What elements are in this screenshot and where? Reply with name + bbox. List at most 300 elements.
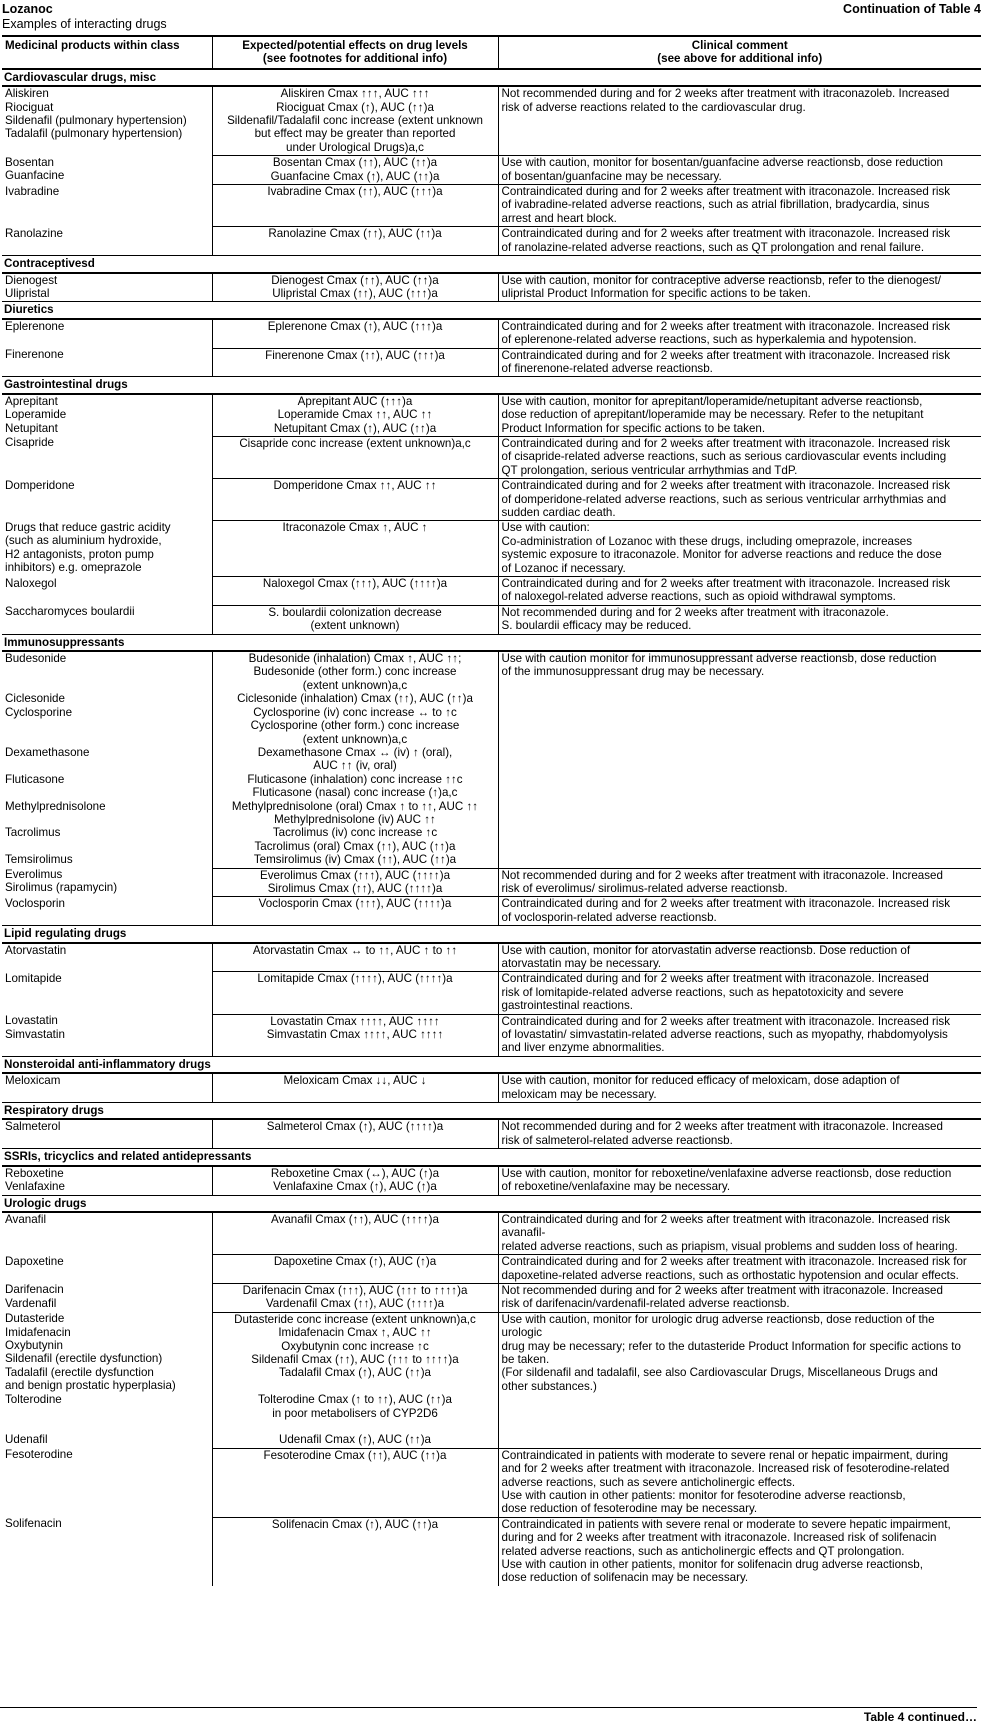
drug-name: (such as aluminium hydroxide, <box>5 534 162 548</box>
table-row <box>2 185 981 227</box>
drug-name: Solifenacin <box>5 1517 62 1531</box>
drug-name: Udenafil <box>5 1432 48 1446</box>
comment-text: (For sildenafil and tadalafil, see also Cardiovascular Drugs, Miscellaneous Drugs and <box>501 1366 938 1380</box>
comment-text: of cisapride-related adverse reactions, such as serious cardiovascular events including <box>501 450 947 464</box>
drug-cell <box>2 577 212 606</box>
drug-cell <box>2 605 212 634</box>
effect-cell <box>212 185 498 227</box>
drug-name: Avanafil <box>5 1212 47 1226</box>
table-continuation-label: Continuation of Table 4 <box>843 2 981 16</box>
effect-cell <box>212 972 498 1014</box>
section-header-row <box>2 69 981 86</box>
section-title: Cardiovascular drugs, misc <box>2 69 981 86</box>
comment-text: adverse reactions, such as severe anticholinergic effects. <box>501 1475 796 1489</box>
effect-cell <box>212 319 498 348</box>
effect-text: Darifenacin Cmax (↑↑↑), AUC (↑↑↑ to ↑↑↑↑)a <box>242 1283 468 1297</box>
section-header-row <box>2 926 981 943</box>
comment-text: of bosentan/guanfacine may be necessary. <box>501 169 722 183</box>
drug-name: Temsirolimus <box>5 853 73 867</box>
drug-name <box>5 759 209 772</box>
effect-text: Tolterodine Cmax (↑ to ↑↑), AUC (↑↑)a <box>258 1393 452 1407</box>
section-header-row <box>2 377 981 394</box>
table-row <box>2 1014 981 1056</box>
comment-text: QT prolongation, serious ventricular arrhythmias and TdP. <box>501 463 798 477</box>
effect-text: Avanafil Cmax (↑↑), AUC (↑↑↑↑)a <box>271 1212 439 1226</box>
effect-text: Fluticasone (nasal) conc increase (↑)a,c <box>252 786 458 800</box>
effect-cell <box>212 156 498 185</box>
comment-text: Use with caution in other patients: monitor for fesoterodine adverse reactionsb, <box>501 1489 906 1503</box>
effect-text: Budesonide (inhalation) Cmax ↑, AUC ↑↑; <box>248 652 462 666</box>
drug-name <box>5 719 209 732</box>
comment-cell <box>498 436 981 478</box>
drug-name: Cyclosporine <box>5 705 73 719</box>
drug-name: Lomitapide <box>5 971 62 985</box>
comment-text: Contraindicated during and for 2 weeks after treatment with itraconazole. Increased risk <box>501 227 951 241</box>
comment-text: related adverse reactions, such as anticholinergic effects and QT prolongation. <box>501 1544 905 1558</box>
drug-cell <box>2 1312 212 1448</box>
comment-text: Use with caution, monitor for reboxetine/venlafaxine adverse reactionsb, dose reduction <box>501 1166 952 1180</box>
table-row <box>2 1166 981 1195</box>
drug-name: Simvastatin <box>5 1027 65 1041</box>
drug-cell <box>2 1448 212 1517</box>
effect-text: Budesonide (other form.) conc increase <box>253 665 457 679</box>
effect-text: Ranolazine Cmax (↑↑), AUC (↑↑)a <box>268 227 442 241</box>
comment-cell <box>498 319 981 348</box>
effect-cell <box>212 348 498 377</box>
effect-text: Reboxetine Cmax (↔), AUC (↑)a <box>270 1166 440 1180</box>
effect-text: Cyclosporine (other form.) conc increase <box>250 719 460 733</box>
comment-text: and for 2 weeks after treatment with itraconazole. Increased risk of fesoterodine-related <box>501 1462 950 1476</box>
comment-text: dose reduction of aprepitant/loperamide may be necessary. Refer to the netupitant <box>501 408 924 422</box>
table-row <box>2 1283 981 1312</box>
drug-name: Venlafaxine <box>5 1180 65 1194</box>
comment-text: drug may be necessary; refer to the dutasteride Product Information for specific actions to <box>501 1339 961 1353</box>
table-row <box>2 319 981 348</box>
page-header <box>2 2 981 17</box>
comment-text: of reboxetine/venlafaxine may be necessary. <box>501 1180 731 1194</box>
drug-name: H2 antagonists, proton pump <box>5 547 154 561</box>
effect-text: Imidafenacin Cmax ↑, AUC ↑↑ <box>278 1326 432 1340</box>
drug-name: Domperidone <box>5 478 75 492</box>
drug-name: Methylprednisolone <box>5 799 106 813</box>
comment-cell <box>498 1312 981 1448</box>
effect-cell <box>212 1014 498 1056</box>
comment-cell <box>498 273 981 302</box>
comment-cell <box>498 86 981 156</box>
comment-cell <box>498 348 981 377</box>
effect-text: Sildenafil Cmax (↑↑), AUC (↑↑↑ to ↑↑↑↑)a <box>251 1352 459 1366</box>
effect-cell <box>212 521 498 577</box>
comment-cell <box>498 943 981 972</box>
table-row <box>2 1312 981 1448</box>
comment-text: Contraindicated during and for 2 weeks after treatment with itraconazole. Increased <box>501 972 929 986</box>
section-header-row <box>2 302 981 319</box>
comment-cell <box>498 605 981 634</box>
drug-name: Voclosporin <box>5 896 65 910</box>
effect-cell <box>212 436 498 478</box>
drug-name: Aprepitant <box>5 394 58 408</box>
comment-text: of Lozanoc if necessary. <box>501 561 626 575</box>
comment-text: Contraindicated during and for 2 weeks after treatment with itraconazole. Increased risk <box>501 185 951 199</box>
drug-name: Sildenafil (erectile dysfunction) <box>5 1352 163 1366</box>
comment-text: Use with caution, monitor for atorvastatin adverse reactionsb. Dose reduction of <box>501 943 911 957</box>
comment-text: atorvastatin may be necessary. <box>501 957 662 970</box>
drug-name: Tadalafil (erectile dysfunction <box>5 1365 154 1379</box>
table-row <box>2 1212 981 1255</box>
table-body <box>2 69 981 1586</box>
effect-text: Temsirolimus (iv) Cmax (↑↑), AUC (↑↑)a <box>253 853 457 867</box>
drug-name: Ciclesonide <box>5 692 65 706</box>
effect-text: Vardenafil Cmax (↑↑), AUC (↑↑↑↑)a <box>265 1297 445 1311</box>
comment-text: of finerenone-related adverse reactionsb. <box>501 361 713 375</box>
table-continued-footer: Table 4 continued… <box>0 1707 977 1724</box>
comment-text: and liver enzyme abnormalities. <box>501 1041 665 1055</box>
effect-cell <box>212 394 498 437</box>
drug-name: Fluticasone <box>5 772 65 786</box>
drug-cell <box>2 1014 212 1056</box>
effect-cell <box>212 868 498 897</box>
comment-text: risk of salmeterol-related adverse reactionsb. <box>501 1133 733 1147</box>
effect-cell <box>212 651 498 868</box>
effect-cell <box>212 273 498 302</box>
comment-text: Contraindicated during and for 2 weeks after treatment with itraconazole. Increased risk <box>501 348 951 362</box>
drug-name: Netupitant <box>5 421 58 435</box>
comment-text: Co-administration of Lozanoc with these drugs, including omeprazole, increases <box>501 534 913 548</box>
effect-text: (extent unknown)a,c <box>302 678 408 692</box>
drug-cell <box>2 227 212 256</box>
effect-text: Simvastatin Cmax ↑↑↑↑, AUC ↑↑↑↑ <box>266 1028 444 1042</box>
drug-cell <box>2 521 212 577</box>
comment-text: Contraindicated in patients with moderate to severe renal or hepatic impairment, during <box>501 1448 949 1462</box>
comment-text: risk of everolimus/ sirolimus-related adverse reactionsb. <box>501 881 788 895</box>
comment-cell <box>498 1166 981 1195</box>
comment-text: Use with caution: <box>501 521 590 535</box>
table-row <box>2 897 981 926</box>
comment-cell <box>498 1212 981 1255</box>
comment-cell <box>498 185 981 227</box>
comment-cell <box>498 156 981 185</box>
drug-cell <box>2 943 212 972</box>
comment-text: systemic exposure to itraconazole. Monitor for adverse reactions and reduce the dose <box>501 548 942 562</box>
effect-cell <box>212 1448 498 1517</box>
drug-name: Bosentan <box>5 155 54 169</box>
comment-text: meloxicam may be necessary. <box>501 1087 657 1101</box>
effect-text <box>216 1380 495 1393</box>
effect-text: Methylprednisolone (oral) Cmax ↑ to ↑↑, AUC ↑↑ <box>231 799 479 813</box>
comment-text: Not recommended during and for 2 weeks after treatment with itraconazole. Increased <box>501 1283 943 1297</box>
effect-cell <box>212 577 498 606</box>
effect-text: Domperidone Cmax ↑↑, AUC ↑↑ <box>273 479 437 493</box>
table-row <box>2 1448 981 1517</box>
effect-text: Aprepitant AUC (↑↑↑)a <box>297 394 413 408</box>
effect-text: but effect may be greater than reported <box>254 127 456 141</box>
comment-cell <box>498 1073 981 1102</box>
drug-name <box>5 1406 209 1419</box>
section-title: Nonsteroidal anti-inflammatory drugs <box>2 1056 981 1073</box>
table-row <box>2 1073 981 1102</box>
table-row <box>2 1119 981 1148</box>
comment-cell <box>498 1517 981 1586</box>
effect-cell <box>212 1283 498 1312</box>
effect-text: Lomitapide Cmax (↑↑↑↑), AUC (↑↑↑↑)a <box>257 972 453 986</box>
drug-name <box>5 679 209 692</box>
comment-cell <box>498 1448 981 1517</box>
comment-text: of the immunosuppressant drug may be necessary. <box>501 665 765 679</box>
comment-text: Contraindicated during and for 2 weeks after treatment with itraconazole. Increased risk <box>501 319 951 333</box>
comment-cell <box>498 1255 981 1284</box>
comment-text: sudden cardiac death. <box>501 506 616 519</box>
effect-cell <box>212 227 498 256</box>
drug-name: Tadalafil (pulmonary hypertension) <box>5 127 183 141</box>
effect-text: Guanfacine Cmax (↑), AUC (↑↑)a <box>270 169 440 183</box>
drug-cell <box>2 1283 212 1312</box>
effect-text: Itraconazole Cmax ↑, AUC ↑ <box>282 521 428 535</box>
effect-text: Loperamide Cmax ↑↑, AUC ↑↑ <box>277 408 433 422</box>
effect-text: Salmeterol Cmax (↑), AUC (↑↑↑↑)a <box>266 1120 444 1134</box>
comment-text: Not recommended during and for 2 weeks after treatment with itraconazoleb. Increased <box>501 87 950 101</box>
effect-text: Tacrolimus (iv) conc increase ↑c <box>272 826 438 840</box>
effect-cell <box>212 1212 498 1255</box>
drug-name: Ivabradine <box>5 184 60 198</box>
drug-cell <box>2 1166 212 1195</box>
effect-cell <box>212 1312 498 1448</box>
effect-text: Dexamethasone Cmax ↔ (iv) ↑ (oral), <box>257 745 453 759</box>
table-row <box>2 521 981 577</box>
effect-text: Tacrolimus (oral) Cmax (↑↑), AUC (↑↑)a <box>254 839 456 853</box>
drug-name <box>5 1420 209 1433</box>
drug-name: Budesonide <box>5 652 67 666</box>
table-row <box>2 943 981 972</box>
effect-text: Aliskiren Cmax ↑↑↑, AUC ↑↑↑ <box>280 87 430 101</box>
table-row <box>2 868 981 897</box>
comment-cell <box>498 521 981 577</box>
comment-text: other substances.) <box>501 1379 597 1393</box>
comment-text: of lovastatin/ simvastatin-related adverse reactions, such as myopathy, rhabdomyolysis <box>501 1028 948 1042</box>
effect-text: Udenafil Cmax (↑), AUC (↑↑)a <box>278 1433 432 1447</box>
effect-cell <box>212 943 498 972</box>
drug-name: Drugs that reduce gastric acidity <box>5 520 171 534</box>
comment-cell <box>498 227 981 256</box>
comment-text: Use with caution, monitor for urologic drug adverse reactionsb, dose reduction of the urologic <box>501 1312 935 1340</box>
drug-name: inhibitors) e.g. omeprazole <box>5 561 142 575</box>
effect-text: Eplerenone Cmax (↑), AUC (↑↑↑)a <box>267 319 443 333</box>
comment-cell <box>498 651 981 868</box>
drug-cell <box>2 651 212 868</box>
drug-name <box>5 665 209 678</box>
comment-text: ulipristal Product Information for specific actions to be taken. <box>501 286 811 300</box>
section-title: Respiratory drugs <box>2 1103 981 1120</box>
comment-text: gastrointestinal reactions. <box>501 999 633 1013</box>
effect-text: AUC ↑↑ (iv, oral) <box>313 759 397 773</box>
comment-text: Contraindicated during and for 2 weeks after treatment with itraconazole. Increased risk <box>501 1014 951 1028</box>
comment-text: Use with caution in other patients, monitor for solifenacin drug adverse reactionsb, <box>501 1558 923 1572</box>
section-header-row <box>2 1103 981 1120</box>
comment-text: Not recommended during and for 2 weeks after treatment with itraconazole. Increased <box>501 1120 943 1134</box>
drug-name <box>5 813 209 826</box>
comment-text: arrest and heart block. <box>501 211 617 225</box>
drug-cell <box>2 868 212 897</box>
effect-text: S. boulardii colonization decrease <box>268 605 442 619</box>
drug-name: Tacrolimus <box>5 826 61 840</box>
drug-name: Dapoxetine <box>5 1254 64 1268</box>
effect-cell <box>212 1073 498 1102</box>
drug-name: Meloxicam <box>5 1074 61 1088</box>
effect-text: Naloxegol Cmax (↑↑↑), AUC (↑↑↑↑)a <box>262 577 448 591</box>
section-header-row <box>2 256 981 273</box>
drug-name: Loperamide <box>5 408 67 422</box>
effect-text: Fluticasone (inhalation) conc increase ↑↑c <box>247 772 463 786</box>
comment-text: related adverse reactions, such as priapism, visual problems and sudden loss of hearing. <box>501 1239 958 1253</box>
effect-text: Bosentan Cmax (↑↑), AUC (↑↑)a <box>272 156 438 170</box>
effect-cell <box>212 1119 498 1148</box>
comment-text: Use with caution, monitor for aprepitant/loperamide/netupitant adverse reactionsb, <box>501 394 923 408</box>
section-title: Lipid regulating drugs <box>2 926 981 943</box>
effect-text: Ivabradine Cmax (↑↑), AUC (↑↑↑)a <box>267 185 443 199</box>
drug-cell <box>2 348 212 377</box>
table-subtitle: Examples of interacting drugs <box>2 17 167 31</box>
effect-text: Sirolimus Cmax (↑↑), AUC (↑↑↑↑)a <box>267 881 443 895</box>
drug-name: Dienogest <box>5 273 58 287</box>
section-title: Diuretics <box>2 302 981 319</box>
effect-text: Riociguat Cmax (↑), AUC (↑↑)a <box>276 100 434 114</box>
drug-name <box>5 840 209 853</box>
table-row <box>2 436 981 478</box>
interaction-table <box>2 35 981 1586</box>
drug-cell <box>2 86 212 156</box>
comment-text: of ivabradine-related adverse reactions, such as atrial fibrillation, bradycardia, sinus <box>501 198 930 212</box>
table-row <box>2 1255 981 1284</box>
table-row <box>2 86 981 156</box>
effect-cell <box>212 86 498 156</box>
column-header-comment: Clinical comment (see above for additional info) <box>498 36 981 69</box>
product-name: Lozanoc <box>2 2 53 16</box>
effect-text: Cyclosporine (iv) conc increase ↔ to ↑c <box>253 705 457 719</box>
table-row <box>2 605 981 634</box>
drug-name <box>5 786 209 799</box>
drug-name: Guanfacine <box>5 169 65 183</box>
column-header-effects: Expected/potential effects on drug levels (see footnotes for additional info) <box>212 36 498 69</box>
effect-text: Meloxicam Cmax ↓↓, AUC ↓ <box>283 1074 427 1088</box>
drug-cell <box>2 394 212 437</box>
comment-text: dapoxetine-related adverse reactions, such as orthostatic hypotension and ocular effects. <box>501 1268 959 1282</box>
effect-text: Cisapride conc increase (extent unknown)a,c <box>239 436 471 450</box>
drug-name: Reboxetine <box>5 1166 64 1180</box>
effect-cell <box>212 605 498 634</box>
effect-text: Venlafaxine Cmax (↑), AUC (↑)a <box>273 1180 437 1194</box>
table-row <box>2 394 981 437</box>
effect-text: Tadalafil Cmax (↑), AUC (↑↑)a <box>278 1366 432 1380</box>
comment-text: be taken. <box>501 1352 550 1366</box>
effect-text: in poor metabolisers of CYP2D6 <box>272 1406 438 1420</box>
comment-text: risk of lomitapide-related adverse reactions, such as hepatotoxicity and severe <box>501 985 904 999</box>
drug-cell <box>2 1255 212 1284</box>
comment-text: Use with caution monitor for immunosuppressant adverse reactionsb, dose reduction <box>501 652 937 666</box>
effect-text: (extent unknown)a,c <box>302 732 408 746</box>
effect-cell <box>212 1166 498 1195</box>
comment-cell <box>498 868 981 897</box>
drug-name: Vardenafil <box>5 1296 57 1310</box>
effect-cell <box>212 1517 498 1586</box>
table-row <box>2 1517 981 1586</box>
drug-name: Tolterodine <box>5 1392 62 1406</box>
comment-text: Not recommended during and for 2 weeks after treatment with itraconazole. <box>501 605 889 619</box>
comment-text: Contraindicated during and for 2 weeks after treatment with itraconazole. Increased risk <box>501 436 951 450</box>
drug-name: Lovastatin <box>5 1014 58 1028</box>
drug-name: Sildenafil (pulmonary hypertension) <box>5 114 187 128</box>
comment-cell <box>498 897 981 926</box>
comment-text: of ranolazine-related adverse reactions, such as QT prolongation and renal failure. <box>501 240 925 254</box>
effect-text: Atorvastatin Cmax ↔ to ↑↑, AUC ↑ to ↑↑ <box>252 943 458 957</box>
drug-name: Cisapride <box>5 436 54 450</box>
section-header-row <box>2 634 981 651</box>
comment-cell <box>498 1283 981 1312</box>
drug-name: Sirolimus (rapamycin) <box>5 881 118 895</box>
section-title: Gastrointestinal drugs <box>2 377 981 394</box>
drug-name: Imidafenacin <box>5 1325 71 1339</box>
drug-name: Ranolazine <box>5 226 64 240</box>
effect-text: under Urological Drugs)a,c <box>286 140 424 154</box>
table-row <box>2 348 981 377</box>
comment-text: Contraindicated during and for 2 weeks after treatment with itraconazole. Increased risk <box>501 479 951 493</box>
drug-name: Eplerenone <box>5 319 65 333</box>
effect-text: Netupitant Cmax (↑), AUC (↑↑)a <box>273 421 437 435</box>
comment-text: dose reduction of fesoterodine may be necessary. <box>501 1502 758 1516</box>
drug-cell <box>2 156 212 185</box>
effect-cell <box>212 479 498 521</box>
comment-text: Use with caution, monitor for bosentan/guanfacine adverse reactionsb, dose reduction <box>501 156 943 170</box>
drug-cell <box>2 185 212 227</box>
drug-name <box>5 733 209 746</box>
comment-text: risk of darifenacin/vardenafil-related adverse reactionsb. <box>501 1297 790 1311</box>
drug-cell <box>2 273 212 302</box>
section-title: Urologic drugs <box>2 1195 981 1212</box>
drug-cell <box>2 1119 212 1148</box>
effect-text: Ciclesonide (inhalation) Cmax (↑↑), AUC (↑↑)a <box>237 692 473 706</box>
column-header-drugs: Medicinal products within class <box>2 36 212 69</box>
drug-name: Aliskiren <box>5 87 49 101</box>
comment-text: of domperidone-related adverse reactions, such as serious ventricular arrhythmias and <box>501 492 947 506</box>
drug-name: Riociguat <box>5 100 54 114</box>
comment-cell <box>498 577 981 606</box>
effect-text: Everolimus Cmax (↑↑↑), AUC (↑↑↑↑)a <box>259 868 451 882</box>
section-header-row <box>2 1149 981 1166</box>
drug-name: Ulipristal <box>5 286 50 300</box>
drug-cell <box>2 1212 212 1255</box>
drug-name: Oxybutynin <box>5 1339 63 1353</box>
effect-text: Finerenone Cmax (↑↑), AUC (↑↑↑)a <box>265 348 445 362</box>
effect-text: Oxybutynin conc increase ↑c <box>281 1339 429 1353</box>
comment-text: Product Information for specific actions to be taken. <box>501 421 766 435</box>
comment-cell <box>498 1014 981 1056</box>
section-header-row <box>2 1056 981 1073</box>
comment-text: during and for 2 weeks after treatment with itraconazole. Increased risk of solifenacin <box>501 1531 937 1545</box>
table-header-row <box>2 36 981 69</box>
comment-text: S. boulardii efficacy may be reduced. <box>501 619 692 633</box>
section-title: SSRIs, tricyclics and related antidepressants <box>2 1149 981 1166</box>
comment-text: Not recommended during and for 2 weeks after treatment with itraconazole. Increased <box>501 868 943 882</box>
drug-cell <box>2 1073 212 1102</box>
drug-name: Finerenone <box>5 348 64 362</box>
comment-text: Contraindicated during and for 2 weeks after treatment with itraconazole. Increased risk avanafil- <box>501 1212 951 1240</box>
drug-cell <box>2 897 212 926</box>
drug-name: Darifenacin <box>5 1283 64 1297</box>
drug-name: Saccharomyces boulardii <box>5 605 135 619</box>
comment-text: Use with caution, monitor for reduced efficacy of meloxicam, dose adaption of <box>501 1074 900 1088</box>
effect-text: Solifenacin Cmax (↑), AUC (↑↑)a <box>271 1517 439 1531</box>
effect-cell <box>212 1255 498 1284</box>
drug-cell <box>2 436 212 478</box>
section-title: Immunosuppressants <box>2 634 981 651</box>
